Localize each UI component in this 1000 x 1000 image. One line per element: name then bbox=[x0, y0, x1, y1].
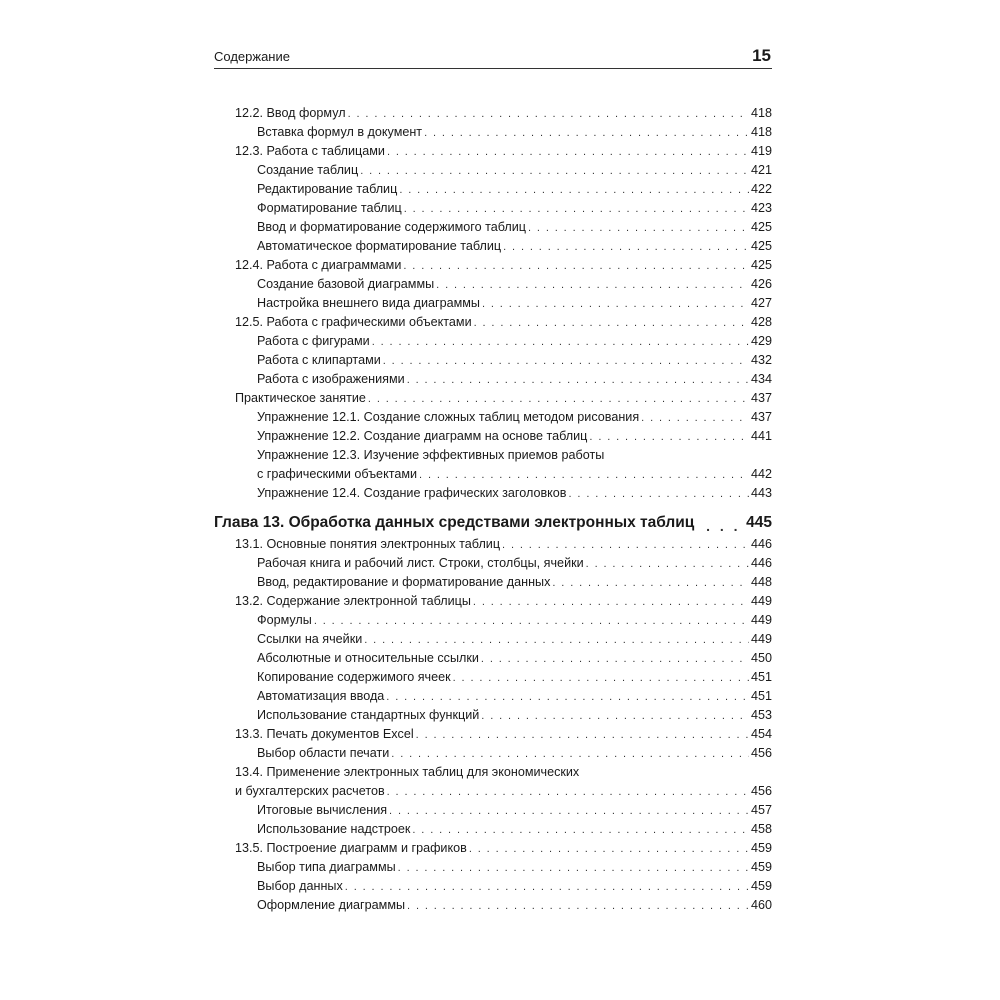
toc-entry-page: 457 bbox=[750, 803, 772, 817]
dot-leader bbox=[502, 537, 749, 554]
toc-entry-page: 449 bbox=[750, 613, 772, 627]
toc-entry-page: 448 bbox=[750, 575, 772, 589]
page-number: 15 bbox=[752, 46, 771, 65]
toc-entry bbox=[214, 573, 772, 592]
dot-leader bbox=[403, 258, 749, 275]
toc-entry-page: 419 bbox=[750, 144, 772, 158]
toc-entry-label: Упражнение 12.1. Создание сложных таблиц методом рисования bbox=[257, 410, 640, 424]
dot-leader bbox=[586, 556, 749, 573]
toc-entry-label-continued: и бухгалтерских расчетов bbox=[235, 784, 385, 798]
toc-entry bbox=[214, 839, 772, 858]
toc-entry-label: Выбор типа диаграммы bbox=[257, 860, 396, 874]
toc-entry-page: 446 bbox=[750, 537, 772, 551]
table-of-contents bbox=[214, 104, 772, 915]
dot-leader bbox=[589, 429, 749, 446]
toc-entry-label: 13.4. Применение электронных таблиц для экономических bbox=[235, 765, 580, 779]
dot-leader bbox=[383, 353, 749, 370]
toc-entry bbox=[214, 554, 772, 573]
toc-entry bbox=[214, 142, 772, 161]
toc-entry-page: 425 bbox=[750, 220, 772, 234]
toc-entry-label: Упражнение 12.4. Создание графических заголовков bbox=[257, 486, 567, 500]
toc-entry-page: 437 bbox=[750, 410, 772, 424]
dot-leader bbox=[387, 144, 749, 161]
dot-leader bbox=[424, 125, 749, 142]
toc-entry-page: 446 bbox=[750, 556, 772, 570]
dot-leader bbox=[407, 898, 749, 915]
toc-entry bbox=[214, 896, 772, 915]
toc-entry bbox=[214, 858, 772, 877]
toc-entry bbox=[214, 427, 772, 446]
toc-entry-page: 456 bbox=[750, 746, 772, 760]
toc-entry-page: 421 bbox=[750, 163, 772, 177]
toc-entry-label: Выбор области печати bbox=[257, 746, 390, 760]
toc-entry-page: 454 bbox=[750, 727, 772, 741]
dot-leader bbox=[453, 670, 749, 687]
dot-leader bbox=[399, 182, 749, 199]
toc-entry bbox=[214, 706, 772, 725]
toc-entry bbox=[214, 801, 772, 820]
toc-entry-label: 13.2. Содержание электронной таблицы bbox=[235, 594, 471, 608]
toc-entry bbox=[214, 820, 772, 839]
toc-entry-label: 12.5. Работа с графическими объектами bbox=[235, 315, 472, 329]
toc-entry bbox=[214, 592, 772, 611]
toc-entry-page: 427 bbox=[750, 296, 772, 310]
toc-entry-label: Выбор данных bbox=[257, 879, 343, 893]
toc-entry-page: 450 bbox=[750, 651, 772, 665]
toc-entry-page: 423 bbox=[750, 201, 772, 215]
toc-entry-page: 429 bbox=[750, 334, 772, 348]
dot-leader bbox=[314, 613, 749, 630]
toc-entry-page: 458 bbox=[750, 822, 772, 836]
dot-leader bbox=[503, 239, 749, 256]
toc-entry-label: Создание таблиц bbox=[257, 163, 359, 177]
toc-entry-label: Практическое занятие bbox=[235, 391, 366, 405]
toc-entry-page: 425 bbox=[750, 258, 772, 272]
toc-entry-label: Редактирование таблиц bbox=[257, 182, 398, 196]
toc-entry-page: 418 bbox=[750, 106, 772, 120]
dot-leader bbox=[348, 106, 749, 123]
toc-entry-label: Ссылки на ячейки bbox=[257, 632, 363, 646]
toc-entry-page: 456 bbox=[750, 784, 772, 798]
dot-leader bbox=[416, 727, 749, 744]
dot-leader bbox=[474, 315, 749, 332]
dot-leader bbox=[389, 803, 749, 820]
dot-leader bbox=[372, 334, 749, 351]
toc-entry bbox=[214, 611, 772, 630]
dot-leader bbox=[391, 746, 749, 763]
toc-entry-page: 460 bbox=[750, 898, 772, 912]
toc-entry-page: 451 bbox=[750, 689, 772, 703]
toc-entry-label: Настройка внешнего вида диаграммы bbox=[257, 296, 480, 310]
toc-entry bbox=[214, 649, 772, 668]
toc-entry-label: Упражнение 12.2. Создание диаграмм на основе таблиц bbox=[257, 429, 588, 443]
toc-entry-page: 437 bbox=[750, 391, 772, 405]
dot-leader bbox=[345, 879, 749, 896]
toc-entry-label: Упражнение 12.3. Изучение эффективных приемов работы bbox=[257, 448, 605, 462]
toc-entry-page: 426 bbox=[750, 277, 772, 291]
toc-entry-label: 12.4. Работа с диаграммами bbox=[235, 258, 402, 272]
toc-entry-page: 428 bbox=[750, 315, 772, 329]
toc-entry-label: Вставка формул в документ bbox=[257, 125, 423, 139]
toc-entry bbox=[214, 123, 772, 142]
dot-leader bbox=[482, 296, 749, 313]
toc-entry-page: 459 bbox=[750, 879, 772, 893]
dot-leader bbox=[364, 632, 749, 649]
toc-entry-page: 451 bbox=[750, 670, 772, 684]
toc-entry bbox=[214, 687, 772, 706]
toc-entry bbox=[214, 408, 772, 427]
toc-entry-label: Автоматическое форматирование таблиц bbox=[257, 239, 502, 253]
toc-entry bbox=[214, 535, 772, 554]
toc-entry-page: 432 bbox=[750, 353, 772, 367]
toc-entry-page: 459 bbox=[750, 841, 772, 855]
toc-entry bbox=[214, 104, 772, 123]
toc-entry-label: 13.1. Основные понятия электронных таблиц bbox=[235, 537, 501, 551]
dot-leader bbox=[386, 689, 749, 706]
toc-entry-page: 443 bbox=[750, 486, 772, 500]
dot-leader bbox=[641, 410, 749, 427]
toc-entry-label: Работа с клипартами bbox=[257, 353, 381, 367]
dot-leader bbox=[360, 163, 749, 180]
toc-entry bbox=[214, 446, 772, 484]
toc-entry bbox=[214, 744, 772, 763]
toc-entry bbox=[214, 294, 772, 313]
toc-entry-label: Создание базовой диаграммы bbox=[257, 277, 435, 291]
toc-entry-label: Работа с фигурами bbox=[257, 334, 370, 348]
toc-entry-label: Итоговые вычисления bbox=[257, 803, 388, 817]
toc-entry bbox=[214, 389, 772, 408]
toc-entry-page: 459 bbox=[750, 860, 772, 874]
toc-entry-label: 13.3. Печать документов Excel bbox=[235, 727, 414, 741]
toc-entry bbox=[214, 256, 772, 275]
toc-entry bbox=[214, 668, 772, 687]
dot-leader bbox=[569, 486, 749, 503]
toc-entry-label: Глава 13. Обработка данных средствами электронных таблиц bbox=[214, 514, 695, 531]
dot-leader bbox=[706, 518, 740, 535]
dot-leader bbox=[436, 277, 749, 294]
toc-entry-label: Ввод и форматирование содержимого таблиц bbox=[257, 220, 527, 234]
toc-entry-page: 422 bbox=[750, 182, 772, 196]
toc-entry bbox=[214, 180, 772, 199]
toc-entry bbox=[214, 161, 772, 180]
toc-entry-page: 449 bbox=[750, 594, 772, 608]
dot-leader bbox=[481, 651, 749, 668]
toc-entry bbox=[214, 725, 772, 744]
toc-entry-page: 449 bbox=[750, 632, 772, 646]
dot-leader bbox=[398, 860, 749, 877]
toc-entry bbox=[214, 351, 772, 370]
dot-leader bbox=[407, 372, 749, 389]
toc-entry bbox=[214, 199, 772, 218]
toc-entry-label: Формулы bbox=[257, 613, 312, 627]
toc-entry-label: Рабочая книга и рабочий лист. Строки, столбцы, ячейки bbox=[257, 556, 584, 570]
dot-leader bbox=[387, 784, 749, 801]
toc-entry-label: 13.5. Построение диаграмм и графиков bbox=[235, 841, 467, 855]
toc-entry-label: Работа с изображениями bbox=[257, 372, 405, 386]
toc-entry-label: Копирование содержимого ячеек bbox=[257, 670, 451, 684]
toc-entry bbox=[214, 275, 772, 294]
dot-leader bbox=[368, 391, 749, 408]
toc-entry-label: 12.3. Работа с таблицами bbox=[235, 144, 385, 158]
toc-entry bbox=[214, 630, 772, 649]
dot-leader bbox=[552, 575, 749, 592]
dot-leader bbox=[404, 201, 749, 218]
toc-entry-page: 418 bbox=[750, 125, 772, 139]
toc-entry-label: Форматирование таблиц bbox=[257, 201, 402, 215]
toc-entry-label: Абсолютные и относительные ссылки bbox=[257, 651, 479, 665]
toc-entry-page: 445 bbox=[746, 514, 772, 531]
toc-entry-page: 434 bbox=[750, 372, 772, 386]
dot-leader bbox=[419, 467, 749, 484]
toc-entry bbox=[214, 763, 772, 801]
toc-entry-page: 425 bbox=[750, 239, 772, 253]
header-rule bbox=[214, 68, 772, 69]
toc-entry-page: 442 bbox=[750, 467, 772, 481]
toc-entry-label: Автоматизация ввода bbox=[257, 689, 385, 703]
dot-leader bbox=[469, 841, 749, 858]
toc-entry-label-continued: с графическими объектами bbox=[257, 467, 418, 481]
toc-entry bbox=[214, 484, 772, 503]
toc-entry bbox=[214, 237, 772, 256]
toc-entry-label: Использование надстроек bbox=[257, 822, 411, 836]
toc-entry-page: 441 bbox=[750, 429, 772, 443]
toc-chapter-entry bbox=[214, 511, 772, 535]
running-header-title: Содержание bbox=[214, 49, 290, 64]
dot-leader bbox=[473, 594, 749, 611]
toc-entry bbox=[214, 877, 772, 896]
dot-leader bbox=[412, 822, 749, 839]
toc-entry bbox=[214, 218, 772, 237]
toc-entry-page: 453 bbox=[750, 708, 772, 722]
toc-entry bbox=[214, 332, 772, 351]
toc-entry-label: Ввод, редактирование и форматирование данных bbox=[257, 575, 551, 589]
toc-entry bbox=[214, 370, 772, 389]
toc-entry-label: Использование стандартных функций bbox=[257, 708, 480, 722]
dot-leader bbox=[481, 708, 749, 725]
toc-entry-label: Оформление диаграммы bbox=[257, 898, 406, 912]
dot-leader bbox=[528, 220, 749, 237]
toc-entry-label: 12.2. Ввод формул bbox=[235, 106, 346, 120]
toc-entry bbox=[214, 313, 772, 332]
